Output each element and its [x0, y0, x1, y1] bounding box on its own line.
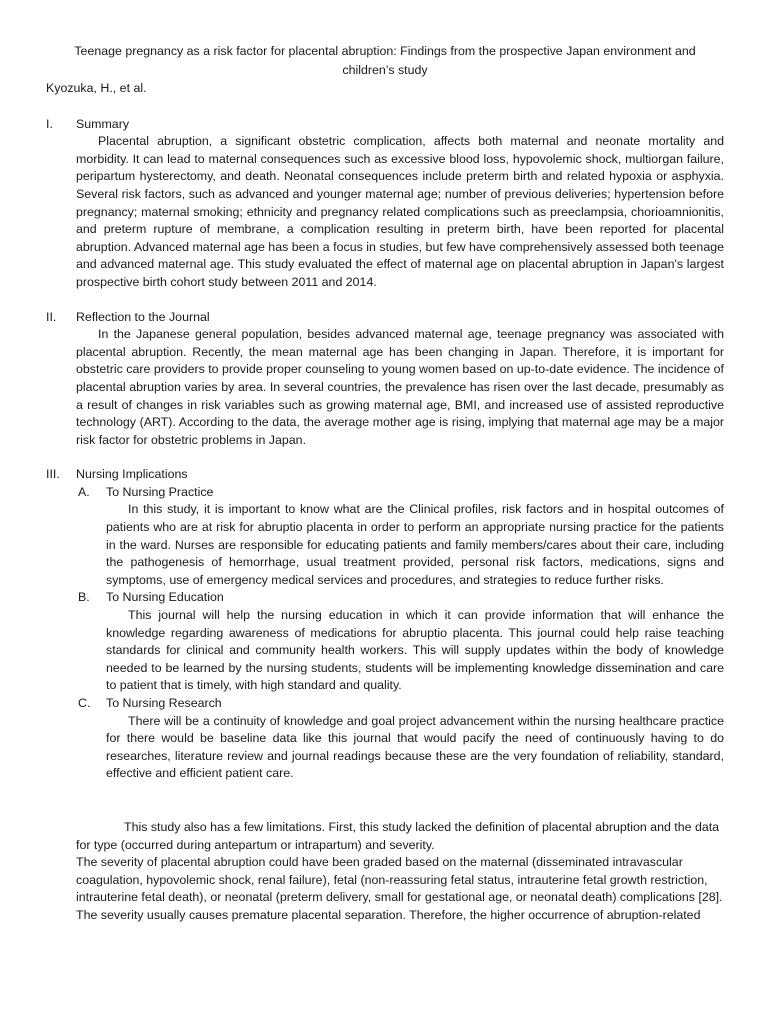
nursing-practice-paragraph: In this study, it is important to know what are the Clinical profiles, risk factors and in hospital outcomes of patients who are at risk for abruptio placenta in order to perform an appropriate nursing practice for the patients in the ward. Nurses are responsible for educating patients and family members/cares about their care, including the pathogenesis of hemorrhage, usual treatment provided, personal risk factors, medications, signs and symptoms, use of emergency medical services and procedures, and strategies to reduce further risks.: [106, 502, 724, 587]
nursing-research-paragraph: There will be a continuity of knowledge and goal project advancement within the nursing healthcare practice for there would be baseline data like this journal that would pacify the need of continuously having to do researches, literature review and journal readings because these are the very foundation of reliability, standard, effective and efficient patient care.: [106, 713, 724, 781]
section-summary: [46, 116, 724, 292]
limitations-paragraph-2: The severity of placental abruption could have been graded based on the maternal (disseminated intravascular coagulation, hypovolemic shock, renal failure), fetal (non-reassuring fetal status, intrauterine fetal growth restriction, intrauterine fetal death), or neonatal (preterm delivery, small for gestational age, or neonatal death) complications [28]. The severity usually causes premature placental separation. Therefore, the higher occurrence of abruption-related: [76, 855, 723, 922]
subsection-letter: C.: [78, 696, 91, 710]
subsection-letter: A.: [78, 484, 90, 499]
section-title: Reflection to the Journal: [76, 309, 210, 324]
limitations-paragraph-1: This study also has a few limitations. First, this study lacked the definition of placental abruption and the data for type (occurred during antepartum or intrapartum) and severity.: [76, 819, 720, 852]
section-numeral: II.: [46, 309, 57, 324]
subsection-title: To Nursing Education: [106, 590, 224, 605]
summary-paragraph: Placental abruption, a significant obstetric complication, affects both maternal and neonate mortality and morbidity. It can lead to maternal consequences such as excessive blood loss, hypovolemic shock, multiorgan failure, peripartum hysterectomy, and death. Neonatal consequences include preterm birth and related hypoxia or asphyxia. Several risk factors, such as advanced and younger maternal age; number of previous deliveries; hypertension before pregnancy; maternal smoking; ethnicity and pregnancy related complications such as preeclampsia, chorioamnionitis, and preterm rupture of membrane, a complication resulting in preterm birth, have been reported for placental abruption. Advanced maternal age has been a focus in studies, but few have comprehensively assessed both teenage and advanced maternal age. This study evaluated the effect of maternal age on placental abruption in Japan's largest prospective birth cohort study between 2011 and 2014.: [76, 134, 724, 289]
subsection-nursing-research: [76, 695, 724, 783]
subsection-nursing-education: [76, 589, 724, 695]
section-heading: [46, 116, 724, 134]
subsection-title: To Nursing Practice: [106, 484, 214, 499]
section-title: Nursing Implications: [76, 467, 188, 482]
nursing-education-paragraph: This journal will help the nursing education in which it can provide information that will enhance the knowledge regarding awareness of medications for abruptio placenta. This journal could help raise teaching standards for clinical and community health workers. This will supply updates within the body of knowledge needed to be learned by the nursing students, students will be implementing knowledge dissemination and care to patient that is timely, with high standard and quality.: [106, 608, 724, 693]
document-authors: Kyozuka, H., et al.: [46, 81, 147, 95]
document-title: Teenage pregnancy as a risk factor for placental abruption: Findings from the prospective Japan environment and children’s study: [74, 44, 696, 77]
subsection-heading: [78, 589, 724, 607]
subsection-nursing-practice: [76, 484, 724, 590]
section-numeral: I.: [46, 116, 53, 131]
section-nursing-implications: [46, 466, 724, 783]
subsection-title: To Nursing Research: [106, 696, 222, 710]
section-numeral: III.: [46, 467, 60, 482]
reflection-paragraph: In the Japanese general population, besides advanced maternal age, teenage pregnancy was associated with placental abruption. Recently, the mean maternal age has been changing in Japan. Therefore, it is important for obstetric care providers to provide proper counseling to young women based on up-to-date evidence. The incidence of placental abruption varies by area. In several countries, the prevalence has risen over the last decade, presumably as a result of changes in risk variables such as growing maternal age, BMI, and increased use of assisted reproductive technology (ART). According to the data, the average mother age is rising, implying that maternal age may be a major risk factor for obstetric problems in Japan.: [76, 327, 724, 447]
subsection-heading: [78, 484, 724, 502]
section-title: Summary: [76, 116, 130, 131]
section-reflection: [46, 309, 724, 450]
subsection-letter: B.: [78, 590, 90, 605]
limitations-block: [76, 819, 724, 925]
section-heading: [46, 466, 724, 484]
section-heading: [46, 309, 724, 327]
subsection-heading: [78, 695, 724, 713]
